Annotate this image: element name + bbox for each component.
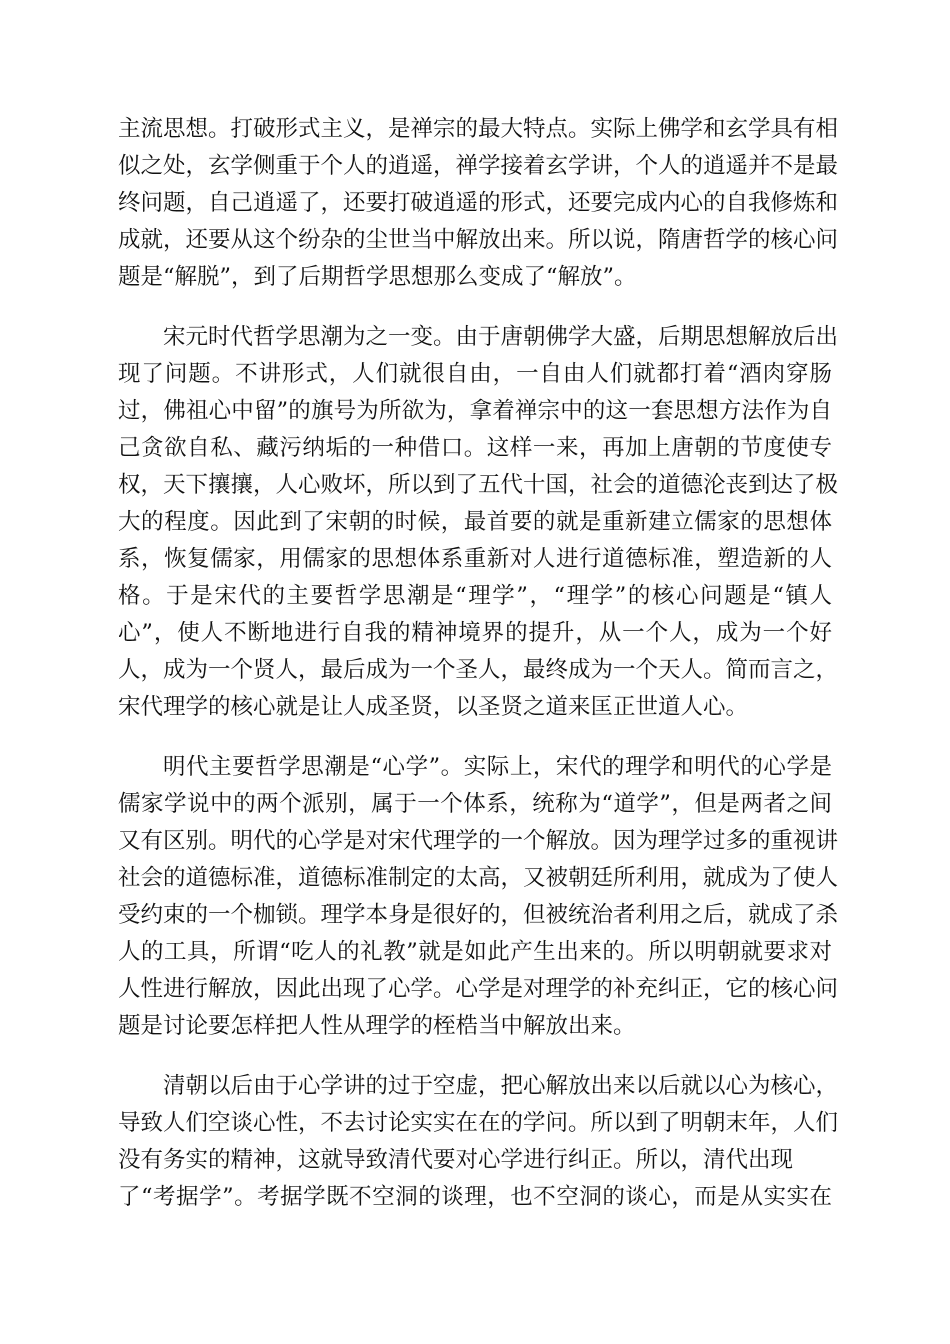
text-line: 主流思想。打破形式主义，是禅宗的最大特点。实际上佛学和玄学具有相 bbox=[118, 116, 839, 142]
text-line: 导致人们空谈心性，不去讨论实实在在的学问。所以到了明朝末年，人们 bbox=[118, 1110, 839, 1136]
text-line: 儒家学说中的两个派别，属于一个体系，统称为“道学”，但是两者之间 bbox=[118, 791, 832, 817]
text-line: 宋代理学的核心就是让人成圣贤，以圣贤之道来匡正世道人心。 bbox=[118, 694, 749, 720]
text-line: 没有务实的精神，这就导致清代要对心学进行纠正。所以，清代出现 bbox=[118, 1147, 794, 1173]
text-line: 清朝以后由于心学讲的过于空虚，把心解放出来以后就以心为核心， bbox=[163, 1073, 839, 1099]
text-line: 明代主要哲学思潮是“心学”。实际上，宋代的理学和明代的心学是 bbox=[163, 754, 832, 780]
text-line: 社会的道德标准，道德标准制定的太高，又被朝廷所利用，就成为了使人 bbox=[118, 865, 839, 891]
text-line: 权，天下攘攘，人心败坏，所以到了五代十国，社会的道德沦丧到达了极 bbox=[118, 472, 839, 498]
text-line: 过，佛祖心中留”的旗号为所欲为，拿着禅宗中的这一套思想方法作为自 bbox=[118, 398, 832, 424]
text-line: 人性进行解放，因此出现了心学。心学是对理学的补充纠正，它的核心问 bbox=[118, 976, 839, 1002]
text-line: 人，成为一个贤人，最后成为一个圣人，最终成为一个天人。简而言之， bbox=[118, 657, 839, 683]
text-line: 受约束的一个枷锁。理学本身是很好的，但被统治者利用之后，就成了杀 bbox=[118, 902, 839, 928]
text-line: 宋元时代哲学思潮为之一变。由于唐朝佛学大盛，后期思想解放后出 bbox=[163, 324, 839, 350]
text-line: 终问题，自己逍遥了，还要打破逍遥的形式，还要完成内心的自我修炼和 bbox=[118, 190, 839, 216]
text-line: 成就，还要从这个纷杂的尘世当中解放出来。所以说，隋唐哲学的核心问 bbox=[118, 227, 839, 253]
text-line: 现了问题。不讲形式，人们就很自由，一自由人们就都打着“酒肉穿肠 bbox=[118, 361, 832, 387]
text-line: 了“考据学”。考据学既不空洞的谈理，也不空洞的谈心，而是从实实在 bbox=[118, 1184, 832, 1210]
text-line: 心”，使人不断地进行自我的精神境界的提升，从一个人，成为一个好 bbox=[118, 620, 832, 646]
text-line: 又有区别。明代的心学是对宋代理学的一个解放。因为理学过多的重视讲 bbox=[118, 828, 839, 854]
text-line: 格。于是宋代的主要哲学思潮是“理学”，“理学”的核心问题是“镇人 bbox=[118, 583, 832, 609]
text-line: 大的程度。因此到了宋朝的时候，最首要的就是重新建立儒家的思想体 bbox=[118, 509, 832, 535]
text-line: 题是讨论要怎样把人性从理学的桎梏当中解放出来。 bbox=[118, 1013, 636, 1039]
text-line: 似之处，玄学侧重于个人的逍遥，禅学接着玄学讲，个人的逍遥并不是最 bbox=[118, 153, 839, 179]
text-line: 人的工具，所谓“吃人的礼教”就是如此产生出来的。所以明朝就要求对 bbox=[118, 939, 832, 965]
text-line: 系，恢复儒家，用儒家的思想体系重新对人进行道德标准，塑造新的人 bbox=[118, 546, 832, 572]
text-line: 己贪欲自私、藏污纳垢的一种借口。这样一来，再加上唐朝的节度使专 bbox=[118, 435, 832, 461]
text-line: 题是“解脱”，到了后期哲学思想那么变成了“解放”。 bbox=[118, 264, 637, 290]
